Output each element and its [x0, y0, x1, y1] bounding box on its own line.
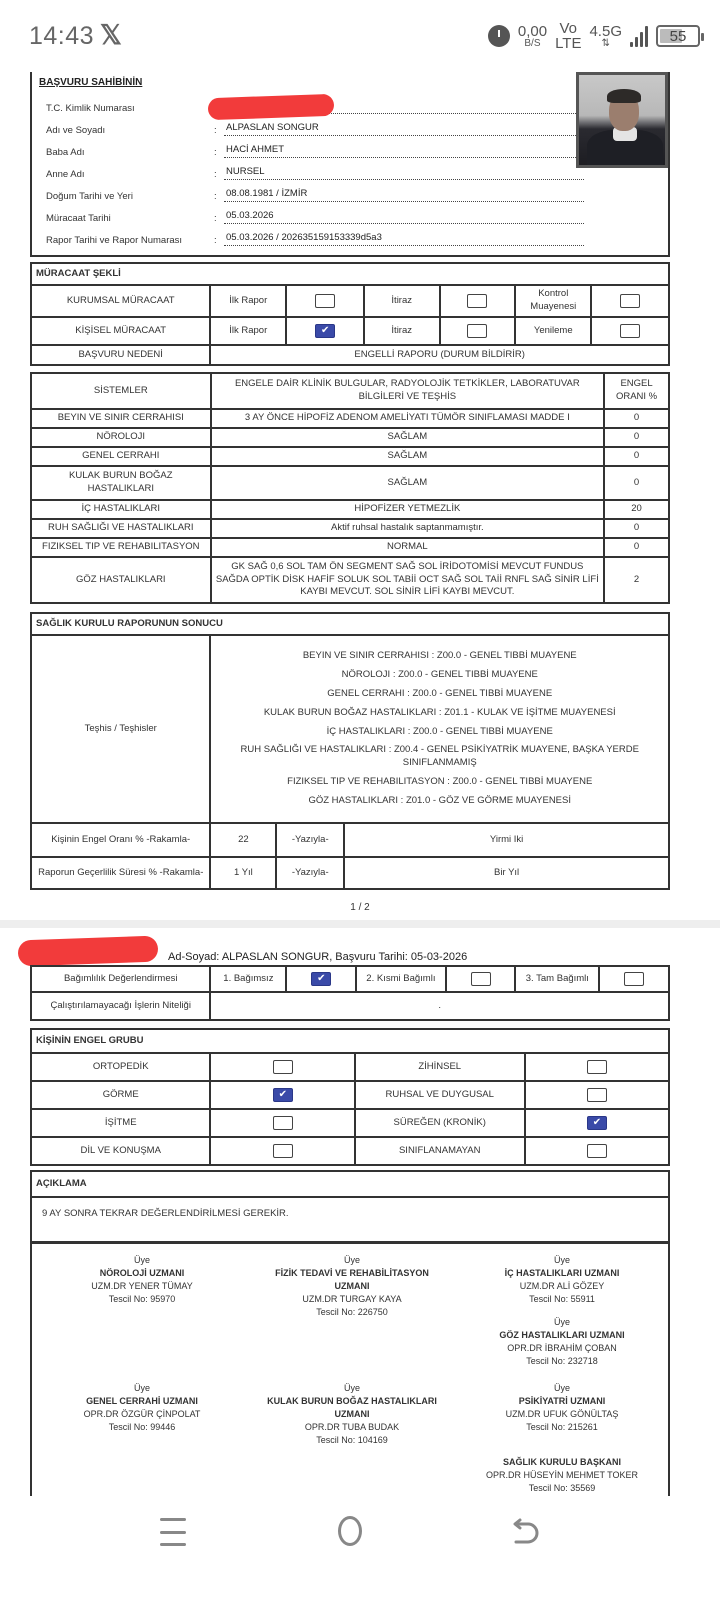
checkbox-cell [210, 1081, 354, 1109]
table-row [31, 519, 669, 538]
sig-member: Üye [553, 1255, 570, 1265]
option-label: 2. Kısmi Bağımlı [356, 966, 446, 992]
group-label: DİL VE KONUŞMA [31, 1137, 210, 1165]
system-finding: Aktif ruhsal hastalık saptanmamıştır. [211, 519, 605, 538]
sig-name: UZM.DR YENER TÜMAY [91, 1281, 193, 1291]
document-page-1 [30, 72, 670, 890]
signature-block [257, 1254, 447, 1319]
system-name: İÇ HASTALIKLARI [31, 500, 211, 519]
system-name: FIZIKSEL TIP VE REHABILITASYON [31, 538, 211, 557]
sig-name: UZM.DR TURGAY KAYA [302, 1294, 402, 1304]
group-label: GÖRME [31, 1081, 210, 1109]
alarm-icon [488, 25, 510, 47]
diagnosis-item: GENEL CERRAHI : Z00.0 - GENEL TIBBİ MUAYENE [327, 687, 553, 699]
application-type-title: MÜRACAAT ŞEKLİ [31, 263, 669, 285]
diagnosis-item: BEYIN VE SINIR CERRAHISI : Z00.0 - GENEL TIBBİ MUAYENE [302, 650, 577, 662]
option-label: 3. Tam Bağımlı [515, 966, 599, 992]
system-finding: 3 AY ÖNCE HİPOFİZ ADENOM AMELİYATI TÜMÖR SINIFLAMASI MADDE I [211, 409, 605, 428]
colon: : [214, 213, 217, 224]
sig-reg: Tescil No: 215261 [526, 1422, 598, 1432]
volte-bottom: LTE [555, 35, 582, 52]
system-name: GÖZ HASTALIKLARI [31, 557, 211, 603]
field-birth [46, 186, 584, 202]
signatures-section [30, 1242, 670, 1496]
validity-value: 1 Yıl [210, 857, 276, 889]
validity-label: Raporun Geçerlilik Süresi % -Rakamla- [31, 857, 210, 889]
checkbox-siniflanamayan[interactable] [587, 1144, 607, 1158]
checkbox-cell [525, 1053, 669, 1081]
system-name: KULAK BURUN BOĞAZ HASTALIKLARI [31, 466, 211, 500]
disability-group-title: KİŞİNİN ENGEL GRUBU [31, 1029, 669, 1053]
table-row [31, 345, 669, 365]
table-row [31, 317, 669, 345]
system-rate: 0 [604, 466, 669, 500]
checkbox-cell [446, 966, 516, 992]
option-label: 1. Bağımsız [210, 966, 286, 992]
table-row [31, 428, 669, 447]
colon: : [214, 169, 217, 180]
sig-role: SAĞLIK KURULU BAŞKANI [503, 1457, 621, 1467]
sig-reg: Tescil No: 104169 [316, 1435, 388, 1445]
system-finding: NORMAL [211, 538, 605, 557]
option-label: İtiraz [364, 285, 440, 317]
system-rate: 0 [604, 519, 669, 538]
table-row [31, 1081, 669, 1109]
explanation-text: 9 AY SONRA TEKRAR DEĞERLENDİRİLMESİ GEREKİR. [31, 1197, 669, 1242]
page-indicator: 1 / 2 [350, 902, 370, 913]
table-row [31, 1053, 669, 1081]
checkbox-kismi-bagimli[interactable] [471, 972, 491, 986]
field-value: HACİ AHMET [224, 144, 584, 158]
field-value: 05.03.2026 [224, 210, 584, 224]
checkbox-cell [286, 966, 356, 992]
checkbox-cell [210, 1109, 354, 1137]
table-row [31, 992, 669, 1020]
table-row [31, 409, 669, 428]
checkbox-dil-konusma[interactable] [273, 1144, 293, 1158]
table-row [31, 285, 669, 317]
sig-reg: Tescil No: 95970 [108, 1294, 176, 1304]
checkbox-ortopedik[interactable] [273, 1060, 293, 1074]
volte-indicator [555, 21, 581, 51]
diagnosis-item: İÇ HASTALIKLARI : Z00.0 - GENEL TIBBİ MUAYENE [326, 725, 553, 737]
checkbox-zihinsel[interactable] [587, 1060, 607, 1074]
checkbox-suregen[interactable] [587, 1116, 607, 1130]
field-father-name [46, 142, 584, 158]
checkbox-cell [210, 1137, 354, 1165]
back-icon[interactable] [512, 1516, 540, 1546]
table-row [31, 500, 669, 519]
sig-name: OPR.DR HÜSEYİN MEHMET TOKER [485, 1470, 639, 1480]
sig-member: Üye [133, 1255, 150, 1265]
signature-block [52, 1254, 232, 1306]
sig-role: PSİKİYATRİ UZMANI [518, 1396, 606, 1406]
reason-value: ENGELLİ RAPORU (DURUM BİLDİRİR) [210, 345, 669, 365]
net-speed-unit: B/S [524, 37, 541, 49]
application-type-table [30, 262, 670, 366]
system-rate: 0 [604, 428, 669, 447]
diagnosis-label: Teşhis / Teşhisler [31, 635, 210, 823]
sig-role: KULAK BURUN BOĞAZ HASTALIKLARI UZMANI [267, 1396, 437, 1419]
table-row [31, 557, 669, 603]
sig-member: Üye [553, 1383, 570, 1393]
sig-role: FİZİK TEDAVİ VE REHABİLİTASYON UZMANI [275, 1268, 429, 1291]
net-speed [518, 24, 547, 49]
sig-name: OPR.DR TUBA BUDAK [304, 1422, 400, 1432]
checkbox-cell [525, 1081, 669, 1109]
page-separator [0, 920, 720, 928]
table-row [31, 857, 669, 889]
diagnoses-row [31, 635, 669, 823]
checkbox-ruhsal[interactable] [587, 1088, 607, 1102]
system-name: GENEL CERRAHI [31, 447, 211, 466]
column-header: SİSTEMLER [31, 373, 211, 409]
rate-label: Kişinin Engel Oranı % -Rakamla- [31, 823, 210, 857]
checkbox-cell [525, 1137, 669, 1165]
checkbox-kurumsal-kontrol[interactable] [620, 294, 640, 308]
field-name [46, 120, 584, 136]
signature-block [257, 1382, 447, 1447]
system-name: RUH SAĞLIĞI VE HASTALIKLARI [31, 519, 211, 538]
sig-role: GÖZ HASTALIKLARI UZMANI [499, 1330, 625, 1340]
systems-table [30, 372, 670, 604]
system-rate: 0 [604, 409, 669, 428]
option-label: İlk Rapor [210, 317, 286, 345]
checkbox-cell [599, 966, 669, 992]
field-label: Müracaat Tarihi [46, 213, 111, 224]
signature-block [472, 1316, 652, 1368]
work-label: Çalıştırılamayacağı İşlerin Niteliği [31, 992, 210, 1020]
system-finding: SAĞLAM [211, 428, 605, 447]
sig-member: Üye [133, 1383, 150, 1393]
column-header: ENGELE DAİR KLİNİK BULGULAR, RADYOLOJİK TETKİKLER, LABORATUVAR BİLGİLERİ VE TEŞHİS [211, 373, 605, 409]
diagnosis-item: FIZIKSEL TIP VE REHABILITASYON : Z00.0 - GENEL TIBBİ MUAYENE [287, 776, 593, 788]
checkbox-cell [286, 317, 364, 345]
net-speed-value: 0,00 [517, 22, 548, 40]
network-type [589, 24, 622, 49]
option-label: Kontrol Muayenesi [515, 285, 591, 317]
sig-member: Üye [343, 1383, 360, 1393]
colon: : [214, 147, 217, 158]
signature-block [472, 1254, 652, 1306]
sig-name: UZM.DR UFUK GÖNÜLTAŞ [505, 1409, 619, 1419]
checkbox-kurumsal-ilk-rapor[interactable] [315, 294, 335, 308]
field-label: Rapor Tarihi ve Rapor Numarası [46, 235, 183, 246]
signature-block-chairman [462, 1456, 662, 1495]
checkbox-gorme[interactable] [273, 1088, 293, 1102]
checkbox-cell [591, 317, 669, 345]
battery-level: 55 [669, 27, 687, 45]
result-table [30, 612, 670, 890]
sig-name: OPR.DR İBRAHİM ÇOBAN [507, 1343, 617, 1353]
application-type-label: KURUMSAL MÜRACAAT [31, 285, 210, 317]
disability-group-table [30, 1028, 670, 1166]
reason-label: BAŞVURU NEDENİ [31, 345, 210, 365]
checkbox-kisisel-itiraz[interactable] [467, 324, 487, 338]
system-finding: HİPOFİZER YETMEZLİK [211, 500, 605, 519]
colon: : [214, 125, 217, 136]
checkbox-isitme[interactable] [273, 1116, 293, 1130]
volte-top: Vo [559, 20, 578, 37]
table-row [31, 1109, 669, 1137]
redaction-mark [208, 94, 335, 120]
option-label: İtiraz [364, 317, 440, 345]
applicant-section [30, 72, 670, 257]
field-label: T.C. Kimlik Numarası [46, 103, 135, 114]
sig-reg: Tescil No: 35569 [528, 1483, 596, 1493]
table-row [31, 466, 669, 500]
checkbox-cell [525, 1109, 669, 1137]
signal-icon [630, 25, 648, 47]
colon: : [214, 235, 217, 246]
written-label: -Yazıyla- [276, 857, 344, 889]
sig-member: Üye [553, 1317, 570, 1327]
system-finding: GK SAĞ 0,6 SOL TAM ÖN SEGMENT SAĞ SOL İRİDOTOMİSİ MEVCUT FUNDUS SAĞDA OPTİK DİSK HAFİF SOLUK SOL TABİİ OCT SAĞ SOL TAİİ RNFL SAĞ SİNİR LİFİ KAYBI MEVCUT. SOL SİNİR LİFİ KAYBI MEVCUT. [211, 557, 605, 603]
field-value: ALPASLAN SONGUR [224, 122, 584, 136]
option-label: İlk Rapor [210, 285, 286, 317]
table-row [31, 966, 669, 992]
group-label: SINIFLANAMAYAN [355, 1137, 525, 1165]
checkbox-bagimsiz[interactable] [311, 972, 331, 986]
sig-member: Üye [343, 1255, 360, 1265]
group-label: İŞİTME [31, 1109, 210, 1137]
column-header: ENGEL ORANI % [604, 373, 669, 409]
checkbox-cell [591, 285, 669, 317]
system-finding: SAĞLAM [211, 466, 605, 500]
sig-reg: Tescil No: 232718 [526, 1356, 598, 1366]
sig-reg: Tescil No: 55911 [529, 1294, 595, 1304]
field-label: Doğum Tarihi ve Yeri [46, 191, 133, 202]
checkbox-kurumsal-itiraz[interactable] [467, 294, 487, 308]
group-label: ZİHİNSEL [355, 1053, 525, 1081]
table-row [31, 447, 669, 466]
diagnosis-item: KULAK BURUN BOĞAZ HASTALIKLARI : Z01.1 - KULAK VE İŞİTME MUAYENESİ [263, 706, 616, 718]
diagnosis-item: GÖZ HASTALIKLARI : Z01.0 - GÖZ VE GÖRME MUAYENESİ [308, 794, 571, 806]
system-name: BEYIN VE SINIR CERRAHISI [31, 409, 211, 428]
field-label: Anne Adı [46, 169, 85, 180]
applicant-title: BAŞVURU SAHİBİNİN [39, 77, 143, 88]
table-row [31, 538, 669, 557]
group-label: SÜREĞEN (KRONİK) [355, 1109, 525, 1137]
field-label: Adı ve Soyadı [46, 125, 106, 136]
signature-block [472, 1382, 652, 1434]
field-mother-name [46, 164, 584, 180]
checkbox-kisisel-yenileme[interactable] [620, 324, 640, 338]
work-value: . [210, 992, 669, 1020]
field-value: NURSEL [224, 166, 584, 180]
system-rate: 0 [604, 538, 669, 557]
sig-role: İÇ HASTALIKLARI UZMANI [504, 1268, 620, 1278]
data-arrows-icon: ⇅ [601, 37, 610, 49]
home-icon[interactable] [338, 1516, 362, 1546]
result-title: SAĞLIK KURULU RAPORUNUN SONUCU [31, 613, 669, 635]
network-label: 4.5G [589, 22, 622, 40]
checkbox-cell [440, 285, 516, 317]
field-report-date-number [46, 230, 584, 246]
colon: : [214, 191, 217, 202]
navigation-bar [0, 1496, 720, 1612]
system-name: NÖROLOJI [31, 428, 211, 447]
status-bar [0, 0, 720, 72]
checkbox-tam-bagimli[interactable] [624, 972, 644, 986]
option-label: Yenileme [515, 317, 591, 345]
checkbox-kisisel-ilk-rapor[interactable] [315, 324, 335, 338]
rate-value: 22 [210, 823, 276, 857]
sig-reg: Tescil No: 99446 [108, 1422, 176, 1432]
document-page-2 [30, 936, 670, 1496]
group-label: RUHSAL VE DUYGUSAL [355, 1081, 525, 1109]
checkbox-cell [440, 317, 516, 345]
sig-reg: Tescil No: 226750 [316, 1307, 388, 1317]
written-label: -Yazıyla- [276, 823, 344, 857]
diagnosis-item: RUH SAĞLIĞI VE HASTALIKLARI : Z00.4 - GENEL PSİKİYATRİK MUAYENE, BAŞKA YERDE SINIFLANMAMIŞ [240, 744, 639, 769]
explanation-table [30, 1170, 670, 1243]
sig-role: GENEL CERRAHİ UZMANI [86, 1396, 198, 1406]
applicant-photo [576, 72, 668, 168]
sig-name: UZM.DR ALİ GÖZEY [519, 1281, 605, 1291]
table-row [31, 1137, 669, 1165]
dependency-label: Bağımlılık Değerlendirmesi [31, 966, 210, 992]
redaction-mark [18, 936, 159, 967]
field-value: 08.08.1981 / İZMİR [224, 188, 584, 202]
sig-role: NÖROLOJİ UZMANI [99, 1268, 185, 1278]
status-time: 14:43 [29, 22, 95, 50]
field-value: 05.03.2026 / 202635159153339d5a3 [224, 232, 584, 246]
battery-icon [656, 25, 700, 47]
rate-written: Yirmi Iki [344, 823, 669, 857]
diagnosis-item: NÖROLOJI : Z00.0 - GENEL TIBBİ MUAYENE [341, 669, 538, 681]
status-icons [488, 20, 700, 52]
field-label: Baba Adı [46, 147, 85, 158]
checkbox-cell [286, 285, 364, 317]
group-label: ORTOPEDİK [31, 1053, 210, 1081]
menu-icon[interactable] [160, 1518, 186, 1546]
sig-name: OPR.DR ÖZGÜR ÇİNPOLAT [83, 1409, 201, 1419]
page2-header: Ad-Soyad: ALPASLAN SONGUR, Başvuru Tarihi: 05-03-2026 [168, 951, 468, 963]
validity-written: Bir Yıl [344, 857, 669, 889]
x-logo-icon: 𝕏 [100, 20, 122, 50]
table-row [31, 823, 669, 857]
signature-block [52, 1382, 232, 1434]
field-application-date [46, 208, 584, 224]
checkbox-cell [210, 1053, 354, 1081]
system-rate: 2 [604, 557, 669, 603]
system-rate: 0 [604, 447, 669, 466]
system-rate: 20 [604, 500, 669, 519]
explanation-title: AÇIKLAMA [31, 1171, 669, 1197]
application-type-label: KİŞİSEL MÜRACAAT [31, 317, 210, 345]
diagnoses-list [210, 635, 669, 823]
dependency-table [30, 965, 670, 1021]
system-finding: SAĞLAM [211, 447, 605, 466]
